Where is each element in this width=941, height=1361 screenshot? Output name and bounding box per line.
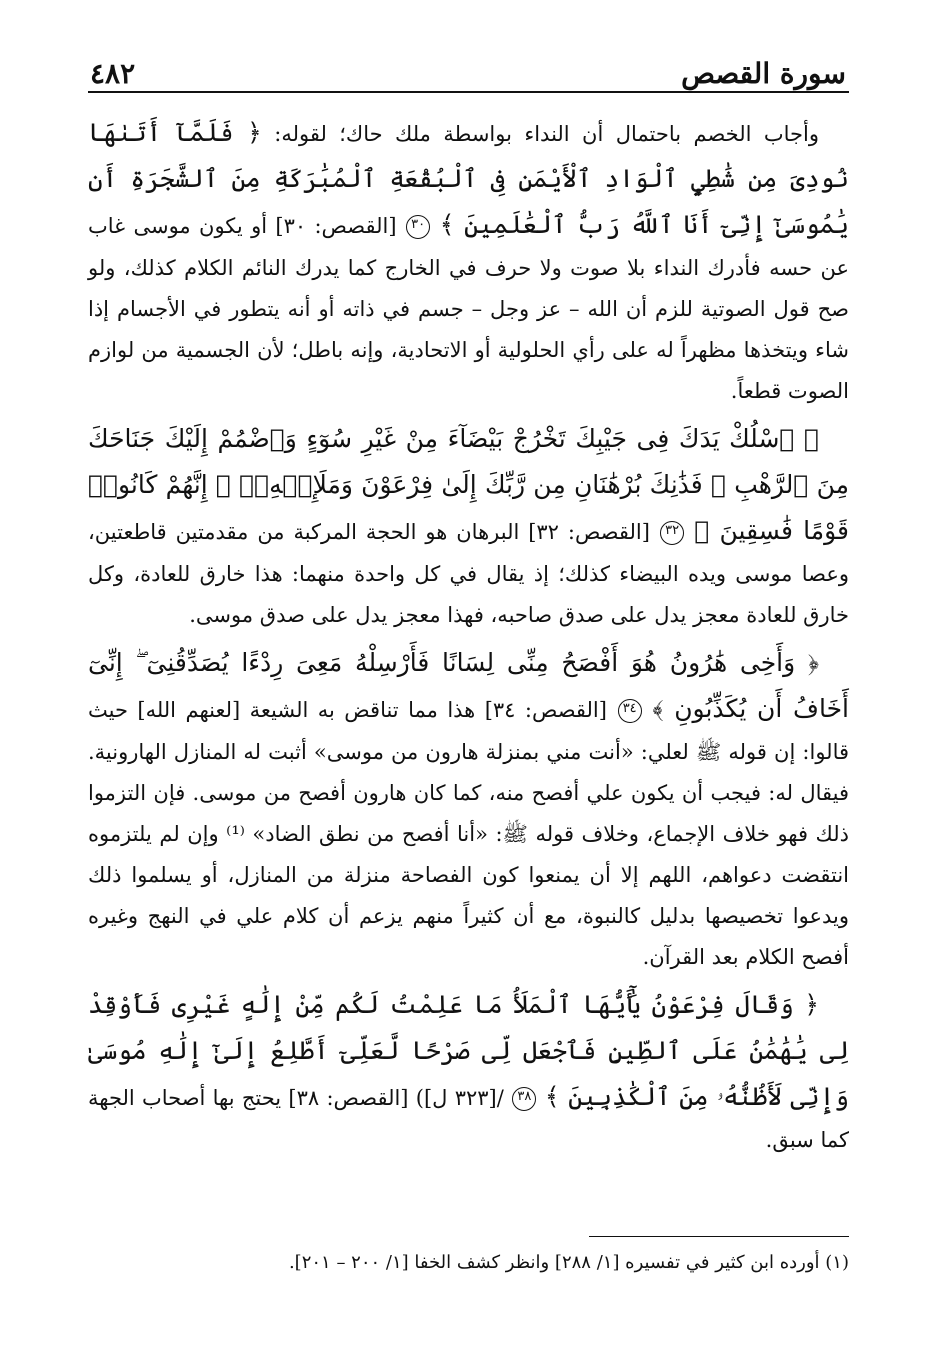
footnote-rule [589,1236,849,1237]
page-header [90,40,846,90]
verse-number-32: ٣٢ [660,521,684,545]
commentary-30: [القصص: ٣٠] أو يكون موسى غاب عن حسه فأدرك النداء بلا صوت ولا حرف في الخارج كما يدرك النائم الكلام كذلك، ولو صح قول الصوتية للزم أن الله – عز وجل – جسم في ذاته أو أنه يتطور في الأجسام إذا شاء ويتخذها مظهراً له على رأي الحلولية أو الاتحادية، وإنه باطل؛ لأن الجسمية من لوازم الصوت قطعاً. [88,214,849,403]
paragraph-32 [88,416,849,636]
intro-text: وأجاب الخصم باحتمال أن النداء بواسطة ملك حاك؛ لقوله: [274,122,819,146]
paragraph-intro [88,110,849,412]
verse-number-30: ٣٠ [406,215,430,239]
verse-38-text: ﴿ وَقَالَ فِرْعَوْنُ يَٰٓأَيُّهَا ٱلْمَلَأُ مَا عَلِمْتُ لَكُم مِّنْ إِلَٰهٍ غَيْرِى فَأَوْقِدْ لِى يَٰهَٰمَٰنُ عَلَى ٱلطِّينِ فَٱجْعَل لِّى صَرْحًا لَّعَلِّىٓ أَطَّلِعُ إِلَىٰٓ إِلَٰهِ مُوسَىٰ وَإِنِّى لَأَظُنُّهُۥ مِنَ ٱلْكَٰذِبِينَ ﴾ [88,990,849,1111]
verse-number-34: ٣٤ [618,699,642,723]
page-number: ٤٨٢ [90,57,136,90]
header-rule [88,91,849,93]
verse-number-38: ٣٨ [512,1087,536,1111]
body-text [88,110,849,1165]
paragraph-38 [88,982,849,1161]
commentary-38: /[٣٢٣ ل]) [القصص: ٣٨] يحتج بها أصحاب الجهة كما سبق. [88,1086,849,1152]
verse-32-text: ﴿ ٱسْلُكْ يَدَكَ فِى جَيْبِكَ تَخْرُجْ بَيْضَآءَ مِنْ غَيْرِ سُوٓءٍ وَٱضْمُمْ إِلَيْكَ جَنَاحَكَ مِنَ ٱلرَّهْبِ ۖ فَذَٰنِكَ بُرْهَٰنَانِ مِن رَّبِّكَ إِلَىٰ فِرْعَوْنَ وَمَلَإِي۟هِۦٓ ۚ إِنَّهُمْ كَانُوا۟ قَوْمًا فَٰسِقِينَ ﴾ [88,424,850,545]
commentary-32: [القصص: ٣٢] البرهان هو الحجة المركبة من مقدمتين قاطعتين، وعصا موسى ويده البيضاء كذلك؛ إذ يقال في كل واحدة منهما: هذا خارق للعادة، وكل خارق للعادة معجز يدل على صدق صاحبه، فهذا معجز يدل على صدق موسى. [88,520,849,627]
commentary-34: [القصص: ٣٤] هذا مما تناقض به الشيعة [لعنهم الله] حيث قالوا: إن قوله ﷺ لعلي: «أنت مني بمنزلة هارون من موسى» أثبت له المنازل الهارونية. فيقال له: فيجب أن يكون علي أفصح منه، كما كان هارون أفصح من موسى. فإن التزموا ذلك فهو خلاف الإجماع، وخلاف قوله ﷺ: «أنا أفصح من نطق الضاد» ⁽¹⁾ وإن لم يلتزموه انتقضت دعواهم، اللهم إلا أن يمنعوا كون الفصاحة منزلة من المنازل، أو يسلموا ذلك ويدعوا تخصيصها بدليل كالنبوة، مع أن كثيراً منهم يزعم أن كلام علي في النهج وغيره أفصح الكلام بعد القرآن. [88,698,849,969]
verse-34-text: ﴿ وَأَخِى هَٰرُونُ هُوَ أَفْصَحُ مِنِّى لِسَانًا فَأَرْسِلْهُ مَعِىَ رِدْءًا يُصَدِّقُنِىٓ ۖ إِنِّىٓ أَخَافُ أَن يُكَذِّبُونِ ﴾ [88,648,849,723]
paragraph-34 [88,640,849,978]
running-title: سورة القصص [681,57,846,90]
verse-30-text: ﴿ فَلَمَّآ أَتَىٰهَا نُودِىَ مِن شَٰطِيِٕ ٱلْوَادِ ٱلْأَيْمَنِ فِى ٱلْبُقْعَةِ ٱلْمُبَٰرَكَةِ مِنَ ٱلشَّجَرَةِ أَن يَٰمُوسَىٰٓ إِنِّىٓ أَنَا ٱللَّهُ رَبُّ ٱلْعَٰلَمِينَ ﴾ [88,118,849,239]
footnote: (١) أورده ابن كثير في تفسيره [١/ ٢٨٨] وانظر كشف الخفا [١/ ٢٠٠ – ٢٠١]. [288,1252,849,1273]
